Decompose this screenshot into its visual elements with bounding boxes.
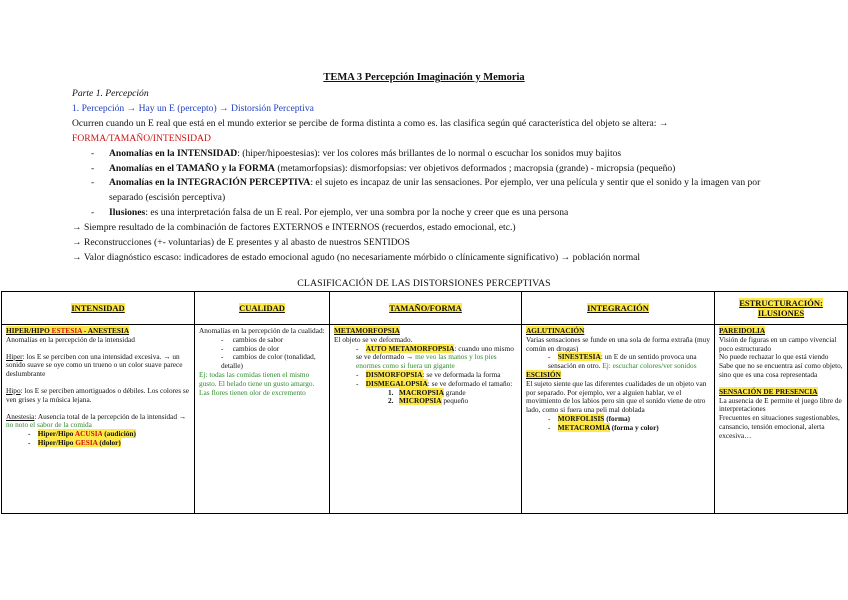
pareidolia-desc: Visión de figuras en un campo vivencial poco estructurado [719, 334, 837, 353]
list-item: - METACROMIA (forma y color) [548, 422, 659, 432]
intro-red-text: FORMA/TAMAÑO/INTENSIDAD [72, 132, 211, 144]
item-part: (audición) [102, 429, 136, 439]
document-title: TEMA 3 Percepción Imaginación y Memoria [323, 72, 525, 83]
header-label: CUALIDAD [239, 303, 285, 313]
header-estructuracion [715, 292, 848, 325]
intro-paragraph [72, 117, 780, 147]
item-text: (forma y color) [609, 422, 659, 432]
item-bold: METACROMIA [557, 422, 610, 432]
table-header-row [2, 292, 848, 325]
presencia-desc: La ausencia de E permite el juego libre de interpretaciones [719, 395, 842, 414]
anestesia-example: no noto el sabor de la comida [6, 420, 92, 430]
item-text: grande [443, 387, 466, 397]
section-heading: 1. Percepción → Hay un E (percepto) → Distorsión Perceptiva [72, 102, 314, 114]
hipo-paragraph [6, 387, 190, 405]
anestesia-paragraph [6, 413, 190, 431]
cell-integracion [522, 325, 715, 514]
item-bold: MACROPSIA [398, 387, 444, 397]
bullet-intensidad: - Anomalías en la INTENSIDAD: (hiper/hipoestesias): ver los colores más brillantes de lo normal o escuchar los sonidos muy bajitos [91, 147, 622, 159]
presencia-desc: Frecuentes en situaciones sugestionables, cansancio, tensión emocional, alerta excesiva… [719, 413, 840, 440]
hiper-paragraph [6, 353, 190, 379]
item-text: cambios de olor [232, 343, 280, 353]
item-text: : un E de un sentido provoca una sensación en otro. [548, 352, 697, 371]
header-label: INTENSIDAD [71, 303, 125, 313]
table-row [2, 325, 848, 514]
header-label: INTEGRACIÓN [587, 303, 649, 313]
escision-desc: El sujeto siente que las diferentes cualidades de un objeto van por separado. Por ejemplo, ver a alguien hablar, ve el movimiento de los labios pero sin que el sonido viene de otro lado, como si fuera una peli mal doblada [526, 378, 707, 415]
bullet-ilusiones: - Ilusiones: es una interpretación falsa de un E real. Por ejemplo, ver una sombra por la noche y creer que es una persona [91, 207, 569, 219]
arrow-line: → Valor diagnóstico escaso: indicadores de estado emocional agudo (no necesariamente mórbido o clínicamente significativo) → población normal [72, 251, 641, 263]
item-part: Hiper/Hipo [37, 437, 76, 447]
bullet-bold: Anomalías en la INTEGRACIÓN PERCEPTIVA [109, 177, 311, 189]
list-item: - Hiper/Hipo ACUSIA (audición) [28, 429, 136, 439]
heading-text: ESCISIÓN [526, 369, 561, 379]
item-example: me veo las manos y los pies enormes como si fuera un gigante [356, 352, 497, 371]
list-item: - cambios de sabor [221, 334, 284, 344]
cualidad-desc: Anomalías en la percepción de la cualidad: [199, 326, 325, 335]
item-part: GESIA [75, 437, 98, 447]
item-part: Hiper/Hipo [37, 429, 75, 439]
bullet-bold: Anomalías en el TAMAÑO y la FORMA [109, 162, 275, 174]
hipo-label: Hipo [6, 385, 21, 395]
list-item: - cambios de olor [221, 343, 280, 353]
heading-part: HIPER/HIPO [6, 326, 52, 335]
header-label: TAMAÑO/FORMA [389, 303, 462, 313]
pareidolia-desc: No puede rechazar lo que está viendo [719, 352, 829, 362]
arrow-line: → Reconstrucciones (+- voluntarias) de E presentes y al abasto de nuestros SENTIDOS [72, 237, 410, 249]
heading-part: - ANESTESIA [82, 326, 130, 335]
list-item: - DISMEGALOPSIA: se ve deformado el tamaño: [356, 378, 513, 388]
list-item: - AUTO METAMORFOPSIA: cuando uno mismo se ve deformado → me veo las manos y los pies enormes como si fuera un gigante [356, 343, 514, 371]
bullet-tamano: - Anomalías en el TAMAÑO y la FORMA (metamorfopsias): dismorfopsias: ver objetivos deformados ; macropsia (grande) - micropsia (pequeño) [91, 162, 676, 174]
cell-estructuracion [715, 325, 848, 514]
hiper-text: : los E se perciben con una intensidad excesiva. → un sonido suave se oye como un trueno o un color suave parece deslumbrante [6, 351, 183, 379]
header-tamano-forma [330, 292, 522, 325]
item-part: ACUSIA [74, 429, 103, 439]
item-bold: AUTO METAMORFOPSIA [365, 343, 455, 353]
intro-text: Ocurren cuando un E real que está en el mundo exterior se percibe de forma distinta a como es. las clasifica según qué característica del objeto se altera: → [72, 117, 669, 129]
bullet-integracion: - Anomalías en la INTEGRACIÓN PERCEPTIVA: el sujeto es incapaz de unir las sensaciones. Por ejemplo, ver una película y sentir que el sonido y la imagen van por separado (escisión perceptiva) [91, 177, 761, 204]
item-bold: DISMEGALOPSIA [365, 378, 428, 388]
bullet-text: : es una interpretación falsa de un E real. Por ejemplo, ver una sombra por la noche y creer que es una persona [145, 207, 569, 219]
heading-text: PAREIDOLIA [719, 326, 766, 335]
intensidad-desc: Anomalías en la percepción de la intensidad [6, 334, 135, 344]
heading-text: AGLUTINACIÓN [526, 326, 585, 335]
header-integracion [522, 292, 715, 325]
anestesia-label: Anestesia [6, 411, 35, 421]
classification-title: CLASIFICACIÓN DE LAS DISTORSIONES PERCEPTIVAS [297, 278, 551, 289]
item-text: : cuando uno mismo se ve deformado → [356, 343, 514, 362]
cell-intensidad [2, 325, 195, 514]
item-bold: DISMORFOPSIA [365, 369, 423, 379]
item-text: (forma) [604, 413, 631, 423]
item-example: Ej: escuchar colores/ver sonidos [602, 361, 697, 371]
bullet-text: : el sujeto es incapaz de unir las sensaciones. Por ejemplo, ver una película y sentir que el sonido y la imagen van por separado (escisión perceptiva) [109, 177, 761, 204]
tamano-desc: El objeto se ve deformado. [334, 334, 413, 344]
item-text: : se ve deformada la forma [422, 369, 501, 379]
hipo-text: : los E se perciben amortiguados o débiles. Los colores se ven grises y la música lejana. [6, 385, 190, 404]
bullet-bold: Anomalías en la INTENSIDAD [109, 147, 238, 159]
item-part: (dolor) [97, 437, 121, 447]
list-item: - MORFOLISIS (forma) [548, 413, 631, 423]
item-bold: MORFOLISIS [557, 413, 605, 423]
list-item: - cambios de color (tonalidad, detalle) [221, 352, 316, 371]
item-number: 1. [388, 387, 394, 397]
cualidad-example: Ej: todas las comidas tienen el mismo gusto. El helado tiene un gusto amargo. Las flores tienen olor de excremento [199, 369, 315, 397]
classification-table [1, 291, 848, 514]
bullet-bold: Ilusiones [109, 207, 146, 219]
header-intensidad [2, 292, 195, 325]
part-heading: Parte 1. Percepción [72, 88, 149, 99]
bullet-text: : (hiper/hipoestesias): ver los colores más brillantes de lo normal o escuchar los sonidos muy bajitos [237, 147, 622, 159]
heading-text: METAMORFOPSIA [334, 326, 400, 335]
item-text: : se ve deformado el tamaño: [427, 378, 513, 388]
item-text: cambios de color (tonalidad, detalle) [221, 352, 316, 371]
heading-part: ESTESIA [51, 326, 83, 335]
pareidolia-desc: Sabe que no se encuentra así como objeto, sino que es una cosa representada [719, 361, 843, 379]
list-item: - DISMORFOPSIA: se ve deformada la forma [356, 369, 501, 379]
list-item: - SINESTESIA: un E de un sentido provoca una sensación en otro. Ej: escuchar colores/ver sonidos [548, 352, 697, 371]
item-bold: MICROPSIA [398, 396, 442, 406]
bullet-text: (metamorfopsias): dismorfopsias: ver objetivos deformados ; macropsia (grande) - micropsia (pequeño) [274, 162, 676, 174]
header-label: ESTRUCTURACIÓN: ILUSIONES [739, 298, 823, 318]
item-bold: SINESTESIA [557, 352, 601, 362]
list-item: - Hiper/Hipo GESIA (dolor) [28, 437, 121, 447]
item-number: 2. [388, 396, 394, 406]
item-text: cambios de sabor [232, 334, 284, 344]
perception-intro [72, 87, 780, 266]
list-item [334, 397, 517, 406]
arrow-line: → Siempre resultado de la combinación de factores EXTERNOS e INTERNOS (recuerdos, estado emocional, etc.) [72, 222, 516, 234]
header-cualidad [195, 292, 330, 325]
anestesia-text: : Ausencia total de la percepción de la intensidad → [34, 411, 187, 421]
aglutinacion-desc: Varias sensaciones se funde en una sola de forma extraña (muy común en drogas) [526, 334, 710, 353]
item-text: pequeño [441, 396, 469, 406]
hiper-label: Hiper [6, 351, 23, 361]
heading-text: SENSACIÓN DE PRESENCIA [719, 386, 818, 396]
cell-cualidad [195, 325, 330, 514]
cell-tamano-forma [330, 325, 522, 514]
